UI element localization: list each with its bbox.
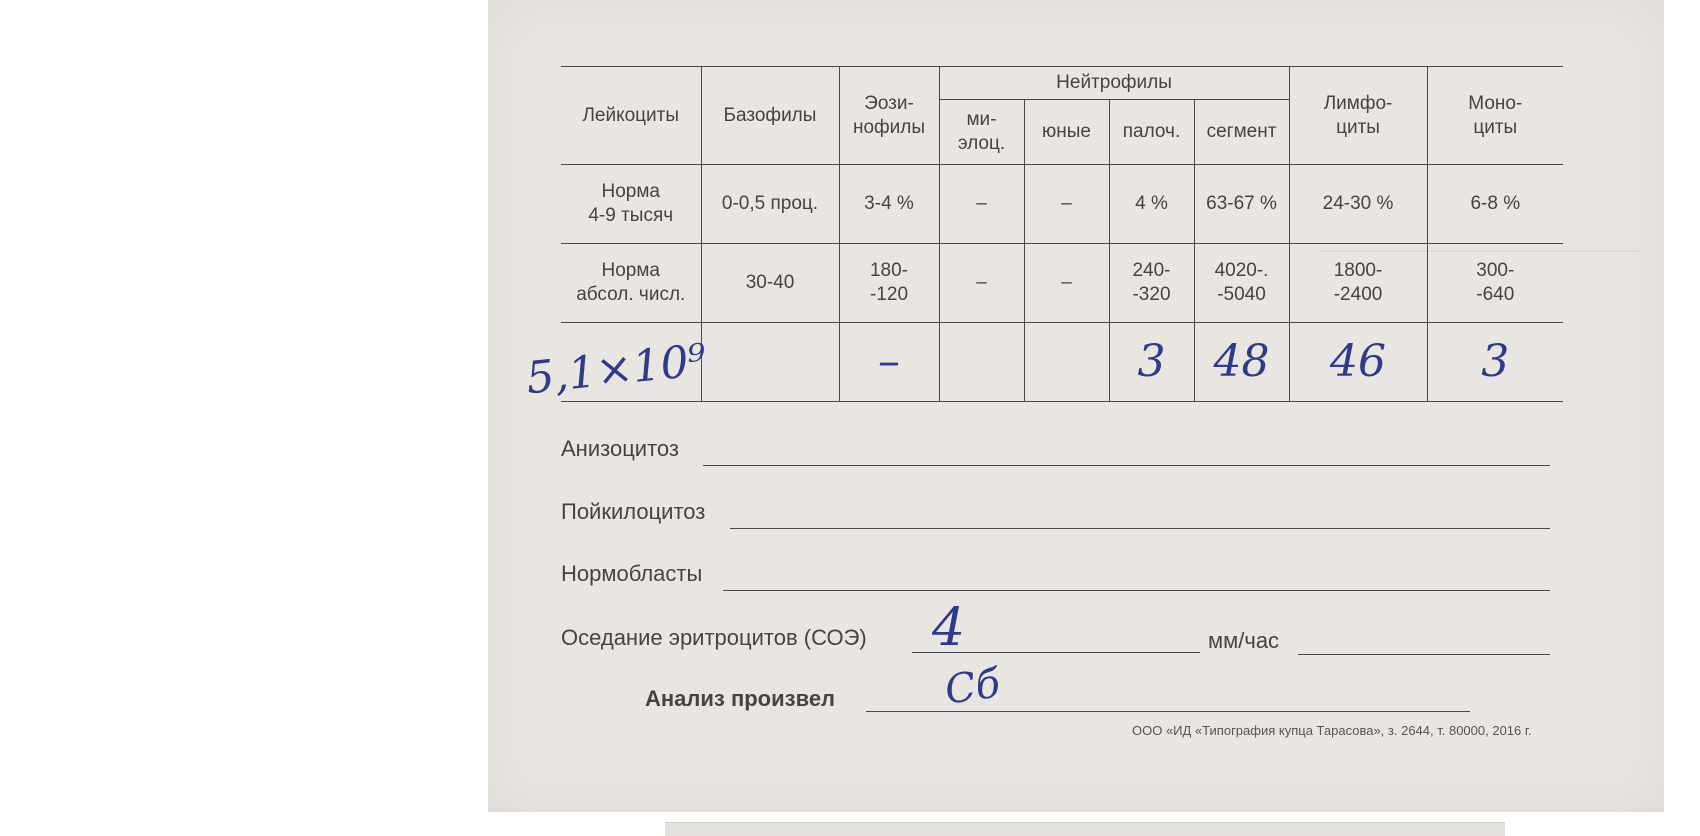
anisocytosis-line	[703, 465, 1550, 466]
norm-abs-myelocytes: –	[939, 244, 1024, 323]
header-neutrophils: Нейтрофилы	[939, 67, 1289, 100]
header-band: палоч.	[1109, 100, 1194, 165]
patient-myelocytes	[939, 323, 1024, 402]
esr-unit-line	[1298, 654, 1550, 655]
patient-segmented: 48	[1194, 323, 1289, 402]
blood-analysis-table	[561, 66, 1563, 402]
anisocytosis-label: Анизоцитоз	[561, 436, 679, 461]
header-leukocytes: Лейкоциты	[561, 67, 701, 165]
second-sheet-edge	[665, 822, 1505, 836]
signature: Сб	[942, 660, 1003, 714]
norm-abs-juvenile: –	[1024, 244, 1109, 323]
printer-footer: ООО «ИД «Типография купца Тарасова», з. 2644, т. 80000, 2016 г.	[1132, 723, 1532, 738]
norm-percent-myelocytes: –	[939, 165, 1024, 244]
patient-basophils	[701, 323, 839, 402]
norm-abs-leukocytes: Норма абсол. числ.	[561, 244, 701, 323]
patient-leukocytes: 5,1×10⁹	[523, 334, 709, 405]
header-segmented: сегмент	[1194, 100, 1289, 165]
patient-lymphocytes: 46	[1289, 323, 1427, 402]
norm-percent-monocytes: 6-8 %	[1427, 165, 1563, 244]
poikilocytosis-label: Пойкилоцитоз	[561, 499, 706, 524]
patient-juvenile	[1024, 323, 1109, 402]
header-basophils: Базофилы	[701, 67, 839, 165]
patient-band: 3	[1109, 323, 1194, 402]
norm-percent-lymphocytes: 24-30 %	[1289, 165, 1427, 244]
norm-abs-monocytes: 300- -640	[1427, 244, 1563, 323]
norm-abs-band: 240- -320	[1109, 244, 1194, 323]
normoblasts-line	[723, 590, 1550, 591]
header-eosinophils: Эози- нофилы	[839, 67, 939, 165]
patient-monocytes: 3	[1427, 323, 1563, 402]
norm-percent-eosinophils: 3-4 %	[839, 165, 939, 244]
header-myelocytes: ми- элоц.	[939, 100, 1024, 165]
normoblasts-label: Нормобласты	[561, 561, 703, 586]
patient-eosinophils: –	[839, 323, 939, 402]
norm-percent-leukocytes: Норма 4-9 тысяч	[561, 165, 701, 244]
norm-percent-band: 4 %	[1109, 165, 1194, 244]
norm-abs-basophils: 30-40	[701, 244, 839, 323]
norm-percent-basophils: 0-0,5 проц.	[701, 165, 839, 244]
header-lymphocytes: Лимфо- циты	[1289, 67, 1427, 165]
norm-percent-segmented: 63-67 %	[1194, 165, 1289, 244]
esr-value: 4	[932, 598, 966, 658]
performed-by-label: Анализ произвел	[645, 686, 836, 711]
header-juvenile: юные	[1024, 100, 1109, 165]
poikilocytosis-line	[730, 528, 1550, 529]
header-monocytes: Моно- циты	[1427, 67, 1563, 165]
norm-abs-lymphocytes: 1800- -2400	[1289, 244, 1427, 323]
norm-percent-juvenile: –	[1024, 165, 1109, 244]
esr-label: Оседание эритроцитов (СОЭ)	[561, 625, 867, 650]
norm-abs-eosinophils: 180- -120	[839, 244, 939, 323]
esr-unit: мм/час	[1208, 628, 1280, 653]
norm-abs-segmented: 4020-. -5040	[1194, 244, 1289, 323]
